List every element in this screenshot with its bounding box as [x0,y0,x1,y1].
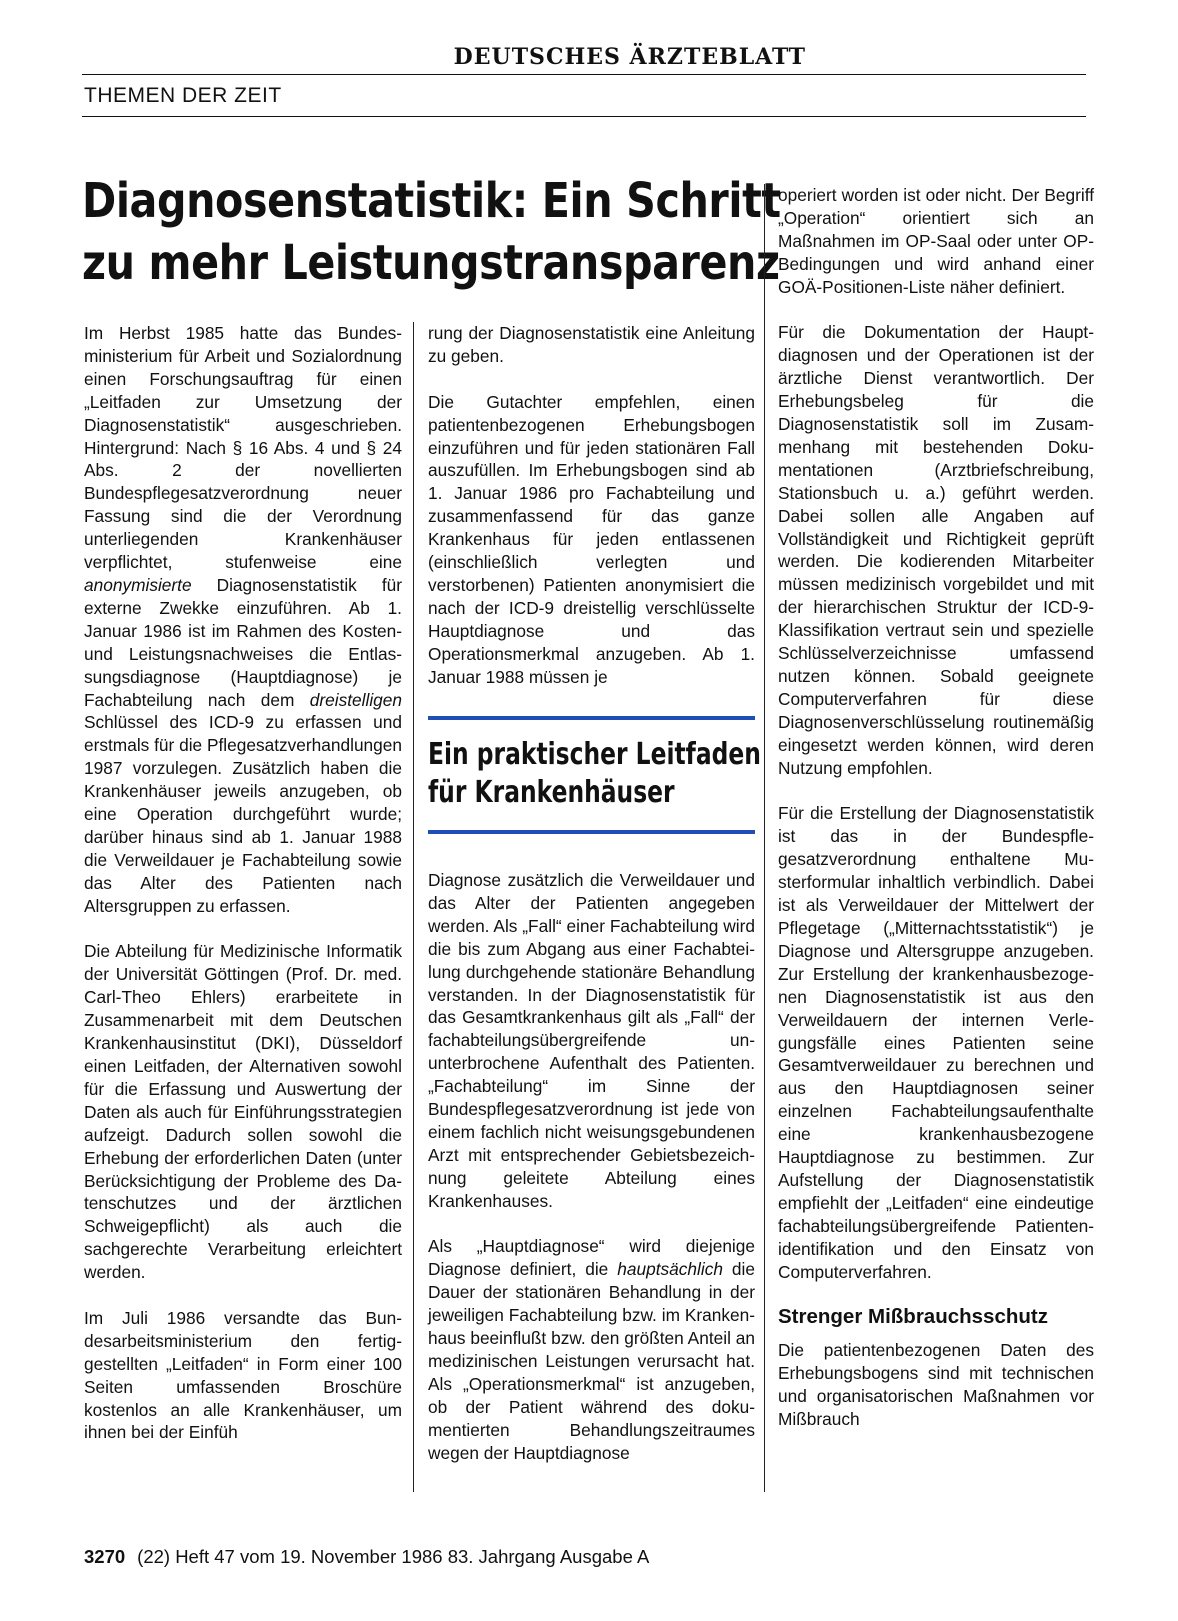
article-column-3 [778,184,1094,1454]
paragraph: rung der Diagnosenstatistik eine Anleitung zu geben. [428,323,755,366]
text-run: Schlüssel des ICD-9 zu erfassen und erstmals für die Pflegesatzverhandlungen 1987 vorzulegen. Zusätzlich haben die Krankenhäuser jeweils anzugeben, ob eine Operation durchgeführt wurde; darüber hinaus sind ab 1. Januar 1988 die Verweildauer je Fachabteilung sowie das Alter des Patienten nach Altersgruppen zu erfassen. [84,712,402,916]
paragraph: Im Juli 1986 versandte das Bundesarbeitsministerium den fertiggestellten „Leitfaden“ in Form einer 100 Seiten umfassenden Broschüre kostenlos an alle Krankenhäuser, um ihnen bei der Einfüh [84,1307,402,1443]
paragraph: Diagnose zusätzlich die Verweildauer und das Alter der Patienten angegeben werden. Als „Fall“ einer Fachabteilung wird die bis zum Abgang aus einer Fachabteilung durchgehende stationäre Behandlung verstanden. In der Diagnosenstatistik für das Gesamtkrankenhaus gilt als „Fall“ der fachabteilungsübergreifende ununterbrochene Aufenthalt des Patienten. „Fachabteilung“ im Sinne der Bundespflegesatzverordnung ist jede von einem fachlich nicht weisungsgebundenen Arzt mit entsprechender Gebietsbezeichnung geleitete Abteilung eines Krankenhauses. [428,870,755,1211]
headline-line-1: Diagnosenstatistik: Ein Schritt [82,173,781,229]
masthead-title: DEUTSCHES ÄRZTEBLATT [453,44,806,70]
page-number: 3270 [84,1546,126,1567]
subheading-line-2: für Krankenhäuser [428,775,675,810]
paragraph: Die Gutachter empfehlen, einen patientenbezogenen Erhebungsbogen einzuführen und für jeden stationären Fall auszufüllen. Im Erhebungsbogen sind ab 1. Januar 1986 pro Fachabteilung und zusammenfassend für das ganze Krankenhaus für jeden entlassenen (einschließlich verlegten und verstorbenen) Patienten anonymisiert die nach der ICD-9 dreistellig verschlüsselte Hauptdiagnose und das Operationsmerkmal anzugeben. Ab 1. Januar 1988 müssen je [428,391,755,687]
section-subheading: Strenger Mißbrauchsschutz [778,1305,1048,1329]
paragraph: operiert worden ist oder nicht. Der Begriff „Operation“ orientiert sich an Maßnahmen im OP-Saal oder unter OP-Bedingungen und wird anhand einer GOÄ-Positionen-Liste näher definiert. [778,185,1094,297]
column-divider-1 [413,322,414,1492]
paragraph: Die Abteilung für Medizinische Informatik der Universität Göttingen (Prof. Dr. med. Carl-Theo Ehlers) erarbeitete in Zusammenarbeit mit dem Deutschen Krankenhausinstitut (DKI), Düsseldorf einen Leitfaden, der Alternativen sowohl für die Erfassung und Auswertung der Daten als auch für Einführungsstrategien aufzeigt. Dadurch sollen sowohl die Erhebung der erforderlichen Daten (unter Berücksichtigung der Probleme des Datenschutzes und der ärztlichen Schweigepflicht) als auch die sachgerechte Verarbeitung erleichtert werden. [84,941,402,1283]
subheading-rule-bottom [428,830,755,834]
text-run: Als „Hauptdiagnose“ wird diejenige Diagnose definiert, die [428,1236,755,1280]
subheading-line-1: Ein praktischer Leitfaden [428,737,761,772]
text-run: Im Herbst 1985 hatte das Bundesministerium für Arbeit und Sozialordnung einen Forschungsauftrag für einen „Leitfaden zur Umsetzung der Diagnosenstatistik“ ausgeschrieben. Hintergrund: Nach § 16 Abs. 4 und § 24 Abs. 2 der novellierten Bundespflegesatzverordnung neuer Fassung sind die der Verordnung unterliegenden Krankenhäuser verpflichtet, stufenweise eine [84,323,402,573]
masthead [82,40,1086,75]
paragraph: Für die Dokumentation der Hauptdiagnosen und der Operationen ist der ärztliche Dienst verantwortlich. Der Erhebungsbeleg für die Diagnosenstatistik soll im Zusammenhang mit bestehenden Dokumentationen (Arztbriefschreibung, Stationsbuch u. a.) geführt werden. Dabei sollen alle Angaben auf Vollständigkeit und Richtigkeit geprüft werden. Die kodierenden Mitarbeiter müssen medizinisch vorgebildet und mit der hierarchischen Struktur der ICD-9-Klassifikation vertraut sein und spezielle Schlüsselverzeichnisse umfassend nutzen können. Sobald geeignete Computerverfahren für diese Diagnosenverschlüsselung routinemäßig eingesetzt werden können, wird deren Nutzung empfohlen. [778,322,1094,778]
subheading-rule-top [428,716,755,720]
emphasis: hauptsächlich [617,1259,723,1280]
text-run: die Dauer der stationären Behandlung in der jeweiligen Fachabteilung bzw. im Krankenhaus beeinflußt bzw. den größten Anteil an medizinischen Leistungen verursacht hat. Als „Operationsmerkmal“ ist anzugeben, ob der Patient während des dokumentierten Behandlungszeitraumes wegen der Hauptdiagnose [428,1259,755,1463]
article-column-2-bottom [428,869,755,1487]
column-divider-2 [764,184,765,1492]
section-label: THEMEN DER ZEIT [84,84,282,107]
issue-info: (22) Heft 47 vom 19. November 1986 83. Jahrgang Ausgabe A [137,1546,650,1567]
emphasis: dreistelligen [309,689,402,710]
emphasis: anonymisierte [84,574,192,595]
subheading-box [428,716,761,834]
paragraph [428,1235,755,1464]
subheading [428,736,761,812]
article-headline [82,170,781,294]
page-footer [84,1546,649,1568]
text-run: Diagnosenstatistik für externe Zwekke einzuführen. Ab 1. Januar 1986 ist im Rahmen des Kosten- und Leistungsnachweises die Entlassungsdiagnose (Hauptdiagnose) je Fachabteilung nach dem [84,574,402,710]
headline-line-2: zu mehr Leistungstransparenz [82,235,780,291]
paragraph: Für die Erstellung der Diagnosenstatistik ist das in der Bundespflegesatzverordnung enthaltene Musterformular inhaltlich verbindlich. Dabei ist als Verweildauer der Mittelwert der Pflegetage („Mitternachtsstatistik“) je Diagnose und Altersgruppe anzugeben. Zur Erstellung der krankenhausbezogenen Diagnosenstatistik ist aus den Verweildauern der internen Verlegungsfälle eines Patienten seine Gesamtverweildauer zu berechnen und aus den Hauptdiagnosen seiner einzelnen Fachabteilungsaufenthalte eine krankenhausbezogene Hauptdiagnose zu bestimmen. Zur Aufstellung der Diagnosenstatistik empfiehlt der „Leitfaden“ eine eindeutige fachabteilungsübergreifende Patientenidentifikation und den Einsatz von Computerverfahren. [778,803,1094,1282]
article-column-2-top [428,322,755,711]
section-divider [82,116,1086,117]
paragraph: Die patientenbezogenen Daten des Erhebungsbogens sind mit technischen und organisatorischen Maßnahmen vor Mißbrauch [778,1340,1094,1429]
paragraph [84,322,402,918]
article-column-1 [84,322,402,1467]
